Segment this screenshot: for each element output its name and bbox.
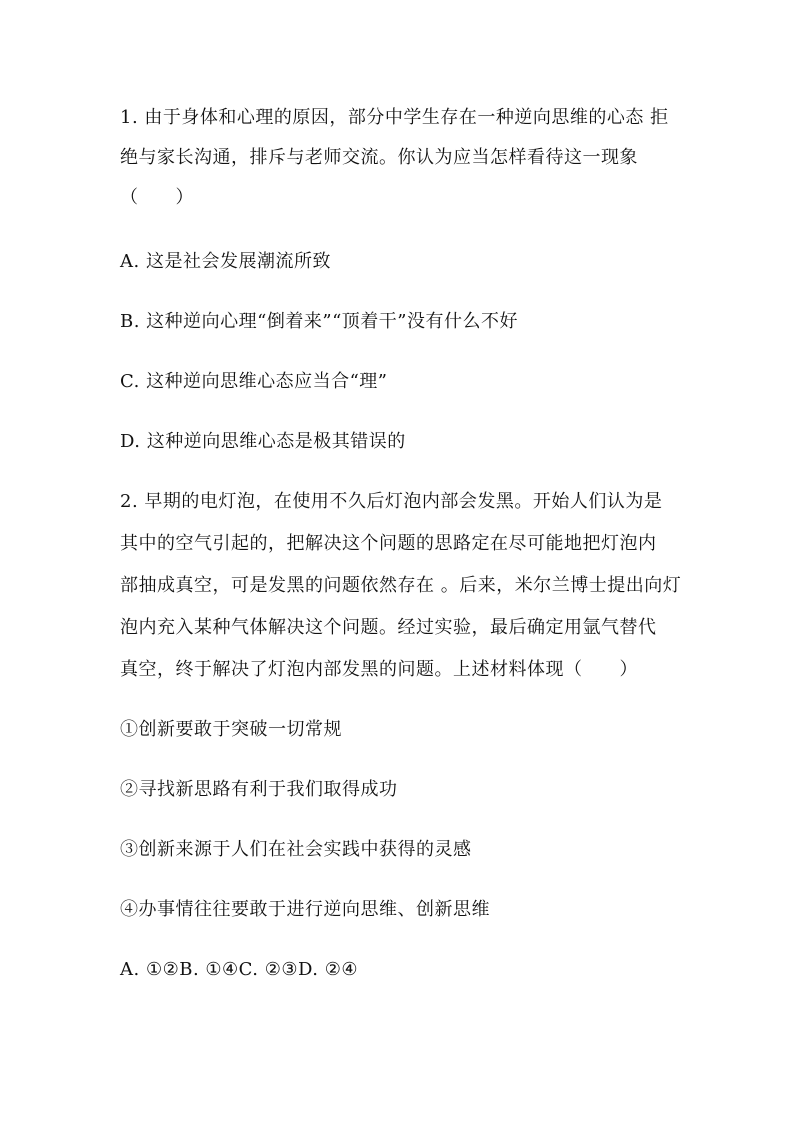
q1-option-a: A. 这是社会发展潮流所致: [120, 251, 331, 272]
q2-stem-line-3: 部抽成真空，可是发黑的问题依然存在 。后来，米尔兰博士提出向灯: [120, 575, 682, 596]
q2-stem-line-2: 其中的空气引起的，把解决这个问题的思路定在尽可能地把灯泡内: [120, 533, 657, 554]
q2-statement-1: ①创新要敢于突破一切常规: [120, 719, 342, 740]
q1-stem-line-2: 绝与家长沟通，排斥与老师交流。你认为应当怎样看待这一现象: [120, 147, 638, 168]
q2-statement-2: ②寻找新思路有利于我们取得成功: [120, 779, 398, 800]
q1-stem-line-3: （ ）: [120, 187, 194, 208]
q2-stem-line-5: 真空，终于解决了灯泡内部发黑的问题。上述材料体现（ ）: [120, 659, 638, 680]
q1-option-d: D. 这种逆向思维心态是极其错误的: [120, 431, 406, 452]
q2-statement-3: ③创新来源于人们在社会实践中获得的灵感: [120, 839, 472, 860]
q1-stem-line-1: 1. 由于身体和心理的原因，部分中学生存在一种逆向思维的心态 拒: [120, 107, 669, 128]
q2-stem-line-4: 泡内充入某种气体解决这个问题。经过实验，最后确定用氩气替代: [120, 617, 657, 638]
q2-options: A. ①②B. ①④C. ②③D. ②④: [120, 959, 359, 980]
q1-option-b: B. 这种逆向心理“倒着来”“顶着干”没有什么不好: [120, 311, 518, 332]
q2-statement-4: ④办事情往往要敢于进行逆向思维、创新思维: [120, 899, 490, 920]
q2-stem-line-1: 2. 早期的电灯泡，在使用不久后灯泡内部会发黑。开始人们认为是: [120, 491, 663, 512]
q1-option-c: C. 这种逆向思维心态应当合“理”: [120, 371, 388, 392]
